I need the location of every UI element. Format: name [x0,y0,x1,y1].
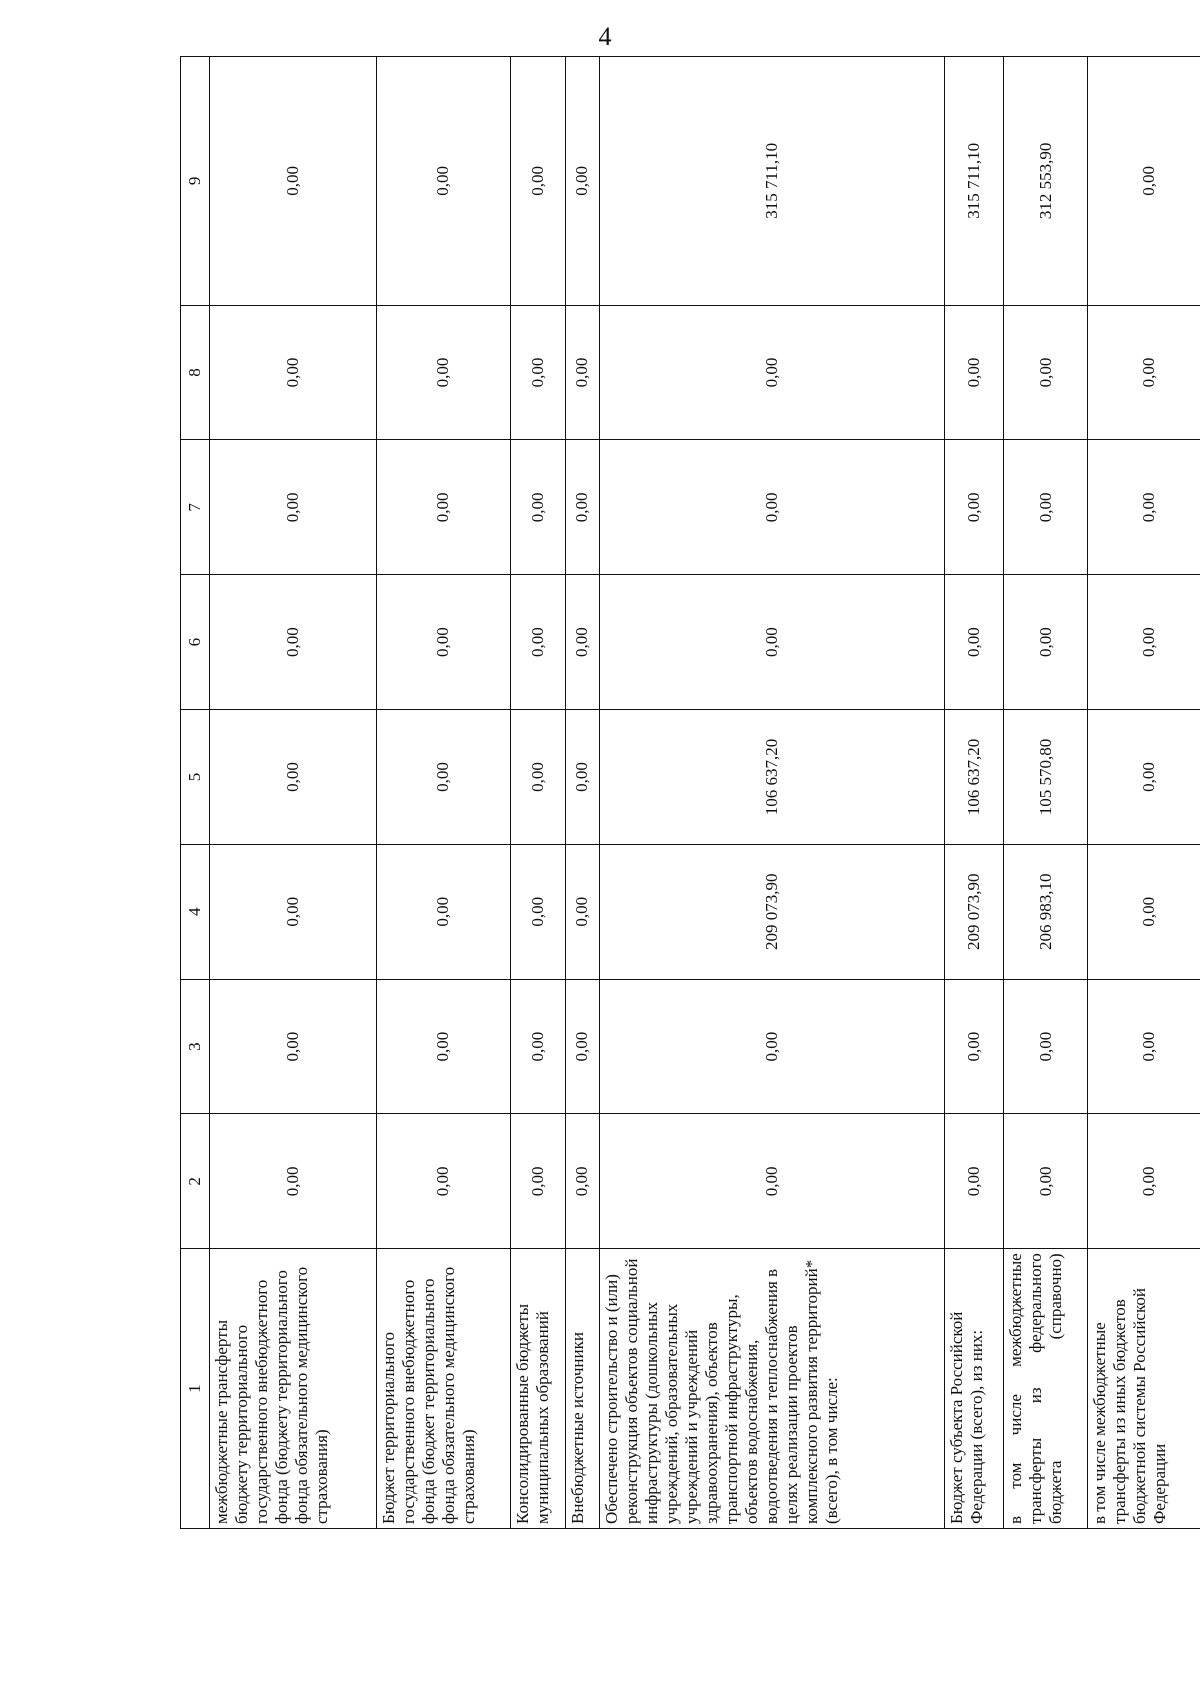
cell-value: 0,00 [945,1114,1004,1249]
cell-value: 0,00 [945,979,1004,1114]
cell-value: 0,00 [510,57,565,306]
rotated-table-container [180,56,1200,1529]
cell-value: 206 983,10 [1004,844,1088,979]
cell-value: 0,00 [599,440,945,575]
cell-value: 0,00 [1004,979,1088,1114]
cell-value: 0,00 [565,710,599,845]
cell-value: 0,00 [1088,57,1200,306]
cell-value: 0,00 [376,575,510,710]
cell-value: 0,00 [1088,710,1200,845]
col-header-2: 2 [181,1114,210,1249]
row-label: в том числе межбюджетные трансферты из иных бюджетов бюджетной системы Российской Федерации [1088,1249,1200,1529]
col-header-5: 5 [181,710,210,845]
col-header-1: 1 [181,1249,210,1529]
cell-value: 0,00 [565,844,599,979]
table-row [1088,57,1200,1529]
cell-value: 0,00 [376,57,510,306]
cell-value: 315 711,10 [945,57,1004,306]
cell-value: 0,00 [510,575,565,710]
row-label: Консолидированные бюджеты муниципальных образований [510,1249,565,1529]
table-row [945,57,1004,1529]
col-header-8: 8 [181,305,210,440]
cell-value: 0,00 [210,305,377,440]
cell-value: 0,00 [510,1114,565,1249]
cell-value: 0,00 [510,305,565,440]
col-header-7: 7 [181,440,210,575]
cell-value: 209 073,90 [599,844,945,979]
cell-value: 0,00 [945,440,1004,575]
cell-value: 0,00 [1088,979,1200,1114]
table-row [376,57,510,1529]
cell-value: 0,00 [945,575,1004,710]
cell-value: 0,00 [1088,440,1200,575]
cell-value: 0,00 [1088,575,1200,710]
cell-value: 0,00 [565,305,599,440]
table-row [210,57,377,1529]
cell-value: 0,00 [599,979,945,1114]
cell-value: 0,00 [376,440,510,575]
cell-value: 0,00 [510,979,565,1114]
cell-value: 0,00 [599,575,945,710]
cell-value: 0,00 [1004,305,1088,440]
row-label: Бюджет территориального государственного внебюджетного фонда (бюджет территориального фонда обязательного медицинского страхования) [376,1249,510,1529]
cell-value: 0,00 [1004,440,1088,575]
cell-value: 0,00 [210,440,377,575]
cell-value: 0,00 [599,305,945,440]
cell-value: 0,00 [510,710,565,845]
cell-value: 0,00 [945,305,1004,440]
cell-value: 105 570,80 [1004,710,1088,845]
table-row [565,57,599,1529]
cell-value: 315 711,10 [599,57,945,306]
cell-value: 0,00 [1088,305,1200,440]
cell-value: 0,00 [1088,844,1200,979]
budget-table [180,56,1200,1529]
col-header-4: 4 [181,844,210,979]
row-label: Внебюджетные источники [565,1249,599,1529]
cell-value: 0,00 [376,710,510,845]
cell-value: 0,00 [565,1114,599,1249]
cell-value: 0,00 [210,575,377,710]
row-label: Обеспечено строительство и (или) реконструкция объектов социальной инфраструктуры (дошкольных учреждений, образовательных учреждений и учреждений здравоохранения), объектов транспортной инфраструктуры, объектов водоснабжения, водоотведения и теплоснабжения в целях реализации проектов комплексного развития территорий* (всего), в том числе: [599,1249,945,1529]
cell-value: 0,00 [210,979,377,1114]
cell-value: 0,00 [565,440,599,575]
cell-value: 106 637,20 [945,710,1004,845]
table-row [1004,57,1088,1529]
column-number-row [181,57,210,1529]
cell-value: 312 553,90 [1004,57,1088,306]
cell-value: 0,00 [1004,575,1088,710]
cell-value: 0,00 [599,1114,945,1249]
cell-value: 0,00 [565,979,599,1114]
cell-value: 0,00 [565,57,599,306]
cell-value: 0,00 [1088,1114,1200,1249]
cell-value: 0,00 [510,440,565,575]
row-label: межбюджетные трансферты бюджету территориального государственного внебюджетного фонда (бюджету территориального фонда обязательного медицинского страхования) [210,1249,377,1529]
table-row [599,57,945,1529]
page-number: 4 [598,22,612,51]
col-header-9: 9 [181,57,210,306]
row-label: в том числе межбюджетные трансферты из федерального бюджета (справочно) [1004,1249,1088,1529]
cell-value: 0,00 [565,575,599,710]
table-row [510,57,565,1529]
cell-value: 0,00 [210,57,377,306]
cell-value: 0,00 [376,844,510,979]
cell-value: 0,00 [210,1114,377,1249]
cell-value: 0,00 [376,305,510,440]
cell-value: 0,00 [1004,1114,1088,1249]
cell-value: 0,00 [210,844,377,979]
cell-value: 209 073,90 [945,844,1004,979]
col-header-3: 3 [181,979,210,1114]
cell-value: 0,00 [376,1114,510,1249]
col-header-6: 6 [181,575,210,710]
cell-value: 0,00 [210,710,377,845]
cell-value: 0,00 [510,844,565,979]
cell-value: 106 637,20 [599,710,945,845]
row-label: Бюджет субъекта Российской Федерации (всего), из них: [945,1249,1004,1529]
cell-value: 0,00 [376,979,510,1114]
